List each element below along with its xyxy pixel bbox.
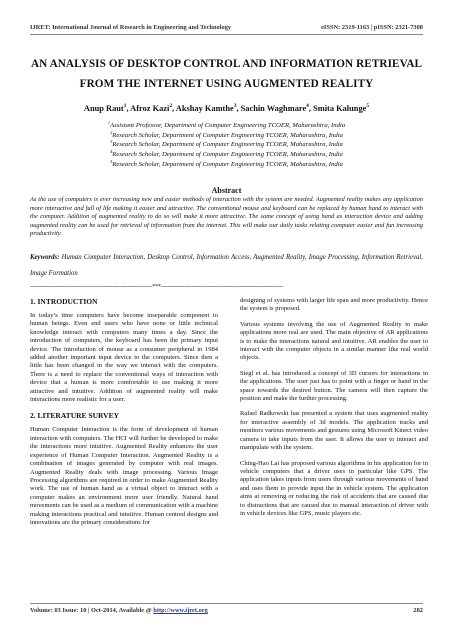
section-separator: --------------------------------------------------------------------***-------------------------------------------------------------------- <box>30 284 283 290</box>
page-number: 282 <box>413 607 423 614</box>
paragraph: Human Computer Interaction is the form of development of human interaction with computers. The HCI will further be developed to make the interactions more intuitive. Augmented Reality enhances the user experience of Human Computer Interaction. Augmented Reality is a combination of images generated by computer with real images. Augmented Reality deals with image processing. Various Image Processing algorithms are required in order to make Augmented Reality work. The use of human hand as a virtual object to interact with a computer makes an environment more user friendly. Natural hand movements can be used as a medium of communication with a machine making interactions practical and intuitive. Human centred designs and innovations are the primary considerations for <box>30 426 218 526</box>
author-list: Anup Raut$^1$, Afroz Kazi$^2$, Akshay Kamthe$^3$, Sachin Waghmare$^4$, Smita Kalunge$^5$ <box>83 103 370 113</box>
page-footer <box>30 603 423 614</box>
paper-title: AN ANALYSIS OF DESKTOP CONTROL AND INFORMATION RETRIEVAL FROM THE INTERNET USING AUGMENTED REALITY <box>30 58 423 90</box>
affiliation: $^3$Research Scholar, Department of Computer Engineering TCOER, Maharashtra, India <box>110 139 343 149</box>
paragraph: Various systems involving the use of Augmented Reality to make applications more real are used. The main objective of AR applications is to make the interactions natural and intuitive. AR enables the user to interact with the computer objects in a similar manner like real world objects. <box>240 320 428 362</box>
author: Afroz Kazi$^2$ <box>130 103 173 113</box>
author: Anup Raut$^1$ <box>83 103 127 113</box>
affiliation-list <box>30 121 423 170</box>
section-heading-literature-survey: 2. LITERATURE SURVEY <box>30 411 119 421</box>
right-column <box>240 297 428 525</box>
affiliation: $^4$Research Scholar, Department of Computer Engineering TCOER, Maharashtra, India <box>110 148 343 159</box>
keywords-text: Human Computer Interaction, Desktop Control, Information Access, Augmented Reality, Image Processing, Information Retrieval, Image Formation <box>30 254 424 277</box>
left-column <box>30 297 218 534</box>
affiliation: $^2$Research Scholar, Department of Computer Engineering TCOER, Maharashtra, India <box>110 129 343 139</box>
author: Sachin Waghmare$^4$ <box>240 103 309 113</box>
journal-link[interactable]: http://www.ijret.org <box>153 607 208 614</box>
paragraph: Ching-Hao Lai has proposed various algorithms in his application for in vehicle computers that a driver uses in particular like GPS. The application takes inputs from users through various movements of hand and uses them to provide input the in vehicle system. The application aims at removing or reducing the risk of accidents that are caused due to distractions that are caused due to manual interaction of driver with in vehicle devices like GPS, music players etc. <box>240 459 428 517</box>
affiliation: $^5$Research Scholar, Department of Computer Engineering TCOER, Maharashtra, India <box>110 158 343 168</box>
paragraph: Rafael Radkowski has presented a system that uses augmented reality for interactive assembly of 3d models. The application tracks and monitors various movements and gestures using Microsoft Kinect video camera to take inputs from the user. It allows the user to interact and manipulate with the system. <box>240 410 428 452</box>
running-header <box>30 24 423 35</box>
abstract-heading: Abstract <box>211 186 242 195</box>
author: Akshay Kamthe$^3$ <box>175 103 237 113</box>
paragraph: Siegl et al. has introduced a concept of 3D cursors for interactions in the applications. The user just has to point with a finger or hand in the space towards the desired button. The camera will then capture the position and make the further processing. <box>240 369 428 403</box>
journal-name: IJRET: International Journal of Research in Engineering and Technology <box>30 24 232 31</box>
abstract-body: As the use of computers is ever increasing new and easier methods of interaction with the system are needed. Augmented reality makes any application more interactive and full of life making it easier and attractive. The conventional mouse and keyboard can be replaced by human hand to interact with the computer. Addition of augmented reality to do so will make it more attractive. The same concept of using hand as interaction device and adding augmented reality can be used for retrieval of information from the internet. This will make our daily tasks relating computer easier and fun increasing productivity. <box>30 196 423 238</box>
section-heading-introduction: 1. INTRODUCTION <box>30 297 98 306</box>
author: Smita Kalunge$^5$ <box>313 103 370 113</box>
issn: eISSN: 2319-1163 | pISSN: 2321-7308 <box>321 24 423 31</box>
keywords <box>30 250 423 282</box>
paragraph: designing of systems with larger life span and more productivity. Hence the system is proposed. <box>240 297 428 313</box>
footer-volume-info: Volume: 03 Issue: 10 | Oct-2014, Available @ http://www.ijret.org <box>30 607 208 614</box>
keywords-label: Keywords: <box>30 254 60 261</box>
affiliation: $^1$Assistant Professor, Department of Computer Engineering TCOER, Maharashtra, India <box>107 119 346 129</box>
paragraph: In today’s time computers have become inseparable component to human beings. Even end users who have none or little technical knowledge interact with computers many times a day. Since the introduction of computers, the keyboard has been the primary input device. The introduction of mouse as a consumer peripheral in 1984 added another important input device to the computers. Since then a little has been changed in the way we interact with the computers. There is a need to replace the conventional ways of interaction with device that a human is more comfortable to use making it more attractive and intuitive. Addition of augmented reality will make interactions more realistic for a user. <box>30 312 218 404</box>
